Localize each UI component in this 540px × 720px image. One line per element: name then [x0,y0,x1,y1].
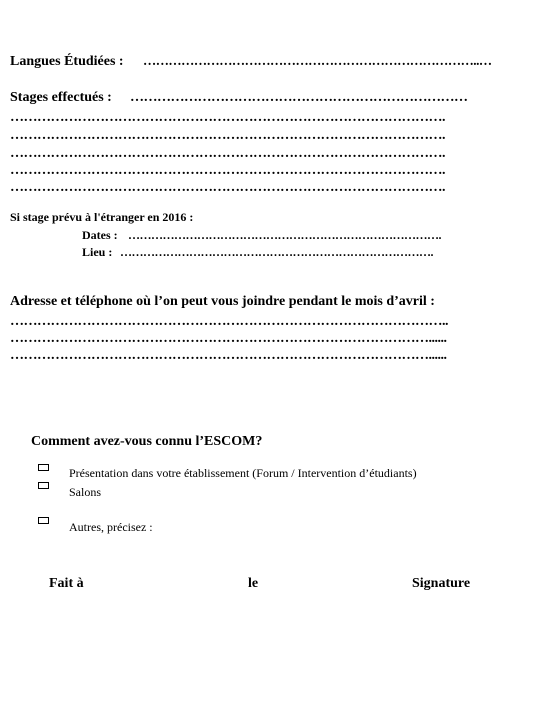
adresse-fill-line-1[interactable]: …………………………………………………………………………………….. [10,314,448,329]
connu-question: Comment avez-vous connu l’ESCOM? [31,434,263,449]
langues-fill-line[interactable]: ……………………………………………………………………..… [143,54,492,69]
stages-fill-line[interactable]: ………………………………………………………………… [130,90,468,105]
option-salons-checkbox[interactable] [38,482,49,489]
option-presentation-checkbox[interactable] [38,464,49,471]
lieu-fill-line[interactable]: ………………………………………………………………………. [120,245,433,259]
adresse-label: Adresse et téléphone où l’on peut vous joindre pendant le mois d’avril : [10,294,435,309]
dates-label: Dates : [82,228,118,242]
stages-fill-line-5[interactable]: ……………………………………………………………………………………. [10,180,445,195]
stage-etranger-label: Si stage prévu à l'étranger en 2016 : [10,210,194,224]
langues-label: Langues Étudiées : [10,54,124,69]
option-autres-checkbox[interactable] [38,517,49,524]
option-presentation-label: Présentation dans votre établissement (Forum / Intervention d’étudiants) [69,466,417,480]
stages-fill-line-3[interactable]: ……………………………………………………………………………………. [10,146,445,161]
option-autres-label: Autres, précisez : [69,520,153,534]
adresse-fill-line-3[interactable]: …………………………………………………………………………………...... [10,348,447,363]
stages-fill-line-1[interactable]: ……………………………………………………………………………………. [10,110,445,125]
signature-label: Signature [412,576,471,591]
fait-a-label: Fait à [49,576,84,591]
lieu-label: Lieu : [82,245,113,259]
date-le-label: le [248,576,259,591]
stages-fill-line-4[interactable]: ……………………………………………………………………………………. [10,163,445,178]
dates-fill-line[interactable]: ………………………………………………………………………. [128,228,441,242]
adresse-fill-line-2[interactable]: …………………………………………………………………………………...... [10,331,447,346]
stages-fill-line-2[interactable]: ……………………………………………………………………………………. [10,128,445,143]
option-salons-label: Salons [69,485,102,499]
stages-label: Stages effectués : [10,90,112,105]
